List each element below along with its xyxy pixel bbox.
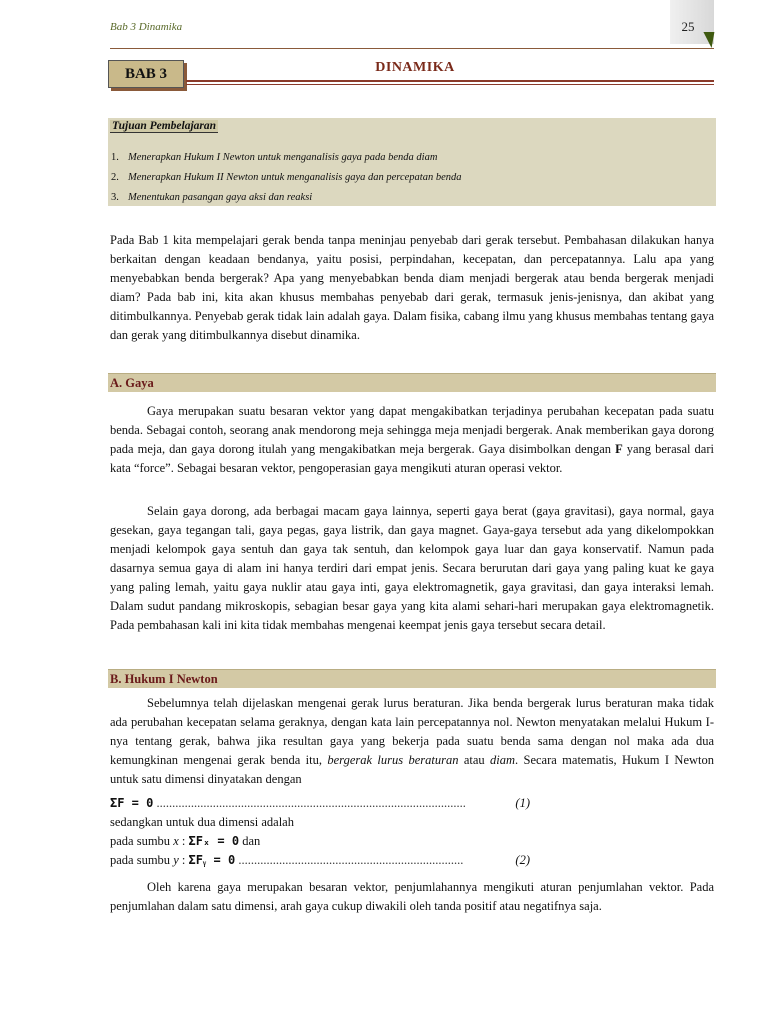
text-run: Gaya merupakan suatu besaran vektor yang dapat mengakibatkan terjadinya perubahan kecepatan pada suatu benda. Sebagai contoh, seorang anak mendorong meja sehingga meja menjadi bergerak. Anak memberikan gaya dorong pada meja, dan gaya dorong itulah yang mengakibatkan meja bergerak. Gaya disimbolkan dengan: [110, 404, 714, 456]
text-run: :: [178, 834, 189, 848]
equation-1-number: (1): [515, 796, 530, 810]
objective-item: [111, 168, 462, 188]
leader-dots: ........................................................................: [235, 853, 464, 867]
text-run: Sebelumnya telah dijelaskan mengenai gerak lurus beraturan. Jika benda bergerak lurus beraturan maka tidak ada perubahan kecepatan selama geraknya, dengan kata lain percepatannya nol. Newton menyatakan melalui Hukum I-nya tentang gerak, bahwa jika resultan gaya yang bekerja pada suatu benda sama dengan nol maka ada dua kemungkinan mengenai gerak benda itu,: [110, 696, 714, 767]
force-symbol: F: [615, 442, 623, 456]
objective-text: Menerapkan Hukum I Newton untuk menganalisis gaya pada benda diam: [128, 152, 438, 163]
page-number: 25: [681, 19, 695, 34]
section-b-heading: B. Hukum I Newton: [110, 672, 218, 686]
header-rule-end: [702, 48, 714, 49]
axis-variable: x: [173, 834, 179, 848]
italic-term: diam: [490, 753, 516, 767]
objective-item: [111, 148, 462, 168]
equation-2-number: (2): [515, 853, 530, 867]
running-head: Bab 3 Dinamika: [110, 21, 183, 33]
objective-number: 1.: [111, 152, 119, 163]
axis-variable: y: [173, 853, 179, 867]
objective-number: 2.: [111, 172, 119, 183]
section-a-paragraph-1: [110, 402, 714, 478]
section-b-paragraph-2: Oleh karena gaya merupakan besaran vektor, penjumlahannya mengikuti aturan penjumlahan vektor. Pada penjumlahan dalam satu dimensi, arah gaya cukup diwakili oleh tanda positif atau negatifnya saja.: [110, 880, 714, 913]
italic-term: bergerak lurus beraturan: [327, 753, 459, 767]
text-run: dan: [239, 834, 261, 848]
two-dimension-line: sedangkan untuk dua dimensi adalah: [110, 815, 294, 829]
text-run: atau: [458, 753, 491, 767]
objectives-list: [111, 148, 462, 208]
equation-x: [110, 832, 714, 851]
objectives-title: Tujuan Pembelajaran: [112, 120, 217, 132]
text-run: pada sumbu: [110, 853, 174, 867]
equation-y: [110, 851, 714, 870]
objective-item: [111, 188, 462, 208]
chapter-rule-thin: [186, 84, 714, 85]
equation-1: [110, 794, 714, 813]
equation-y-formula: ΣFᵧ = 0: [188, 853, 236, 867]
section-a-bar: [108, 373, 716, 392]
text-run: . Secara matematis, Hukum I Newton untuk satu dimensi dinyatakan dengan: [110, 753, 714, 786]
objectives-box: [108, 118, 716, 206]
leader-dots: ...................................................................................................: [153, 796, 466, 810]
section-a-paragraph-2: Selain gaya dorong, ada berbagai macam gaya lainnya, seperti gaya berat (gaya gravitasi), gaya normal, gaya gesekan, gaya tegangan tali, gaya pegas, gaya listrik, dan gaya magnet. Gaya-gaya tersebut ada yang dikelompokkan menjadi kelompok gaya sentuh dan gaya tak sentuh, dan kelompok gaya luar dan gaya konservatif. Namun pada dasarnya semua gaya di alam ini hanya terdiri dari empat jenis. Secara berurutan dari gaya yang paling kuat ke gaya yang paling lemah, yaitu gaya nuklir atau gaya inti, gaya elektromagnetik, gaya gravitasi, dan gaya interaksi lemah. Dalam sudut pandang mikroskopis, sebagian besar gaya yang kita alami sehari-hari merupakan gaya elektromagnetik. Pada pembahasan kali ini kita tidak membahas mengenai keempat jenis gaya tersebut secara detail.: [110, 504, 714, 632]
text-run: pada sumbu: [110, 834, 174, 848]
section-a-heading: A. Gaya: [110, 376, 154, 390]
objective-text: Menentukan pasangan gaya aksi dan reaksi: [128, 192, 313, 203]
section-b-paragraph-1: [110, 694, 714, 789]
page-corner-arrow-icon: [701, 32, 715, 48]
header-rule: [110, 48, 704, 49]
intro-paragraph: Pada Bab 1 kita mempelajari gerak benda tanpa meninjau penyebab dari gerak tersebut. Pembahasan dilakukan hanya berkaitan dengan keadaan bendanya, yaitu posisi, perpindahan, kecepatan, dan percepatannya. Lalu apa yang menyebabkan benda bergerak? Apa yang menyebabkan benda diam menjadi bergerak atau benda bergerak menjadi diam? Pada bab ini, kita akan khusus membahas penyebab dari gerak, termasuk jenis-jenisnya, dan akibat yang ditimbulkannya. Penyebab gerak tidak lain adalah gaya. Dalam fisika, cabang ilmu yang khusus membahas tentang gaya dan gerak yang ditimbulkannya disebut dinamika.: [110, 233, 714, 342]
equation-1-formula: ΣF = 0: [110, 796, 154, 810]
chapter-title: DINAMIKA: [375, 60, 455, 75]
section-b-bar: [108, 669, 716, 688]
objective-number: 3.: [111, 192, 119, 203]
text-run: :: [178, 853, 189, 867]
chapter-label: BAB 3: [108, 60, 184, 88]
chapter-rule: [186, 80, 714, 82]
equation-x-formula: ΣFₓ = 0: [188, 834, 240, 848]
text-run: yang berasal dari kata “force”. Sebagai besaran vektor, pengoperasian gaya mengikuti aturan operasi vektor.: [110, 442, 714, 475]
objective-text: Menerapkan Hukum II Newton untuk menganalisis gaya dan percepatan benda: [128, 172, 462, 183]
